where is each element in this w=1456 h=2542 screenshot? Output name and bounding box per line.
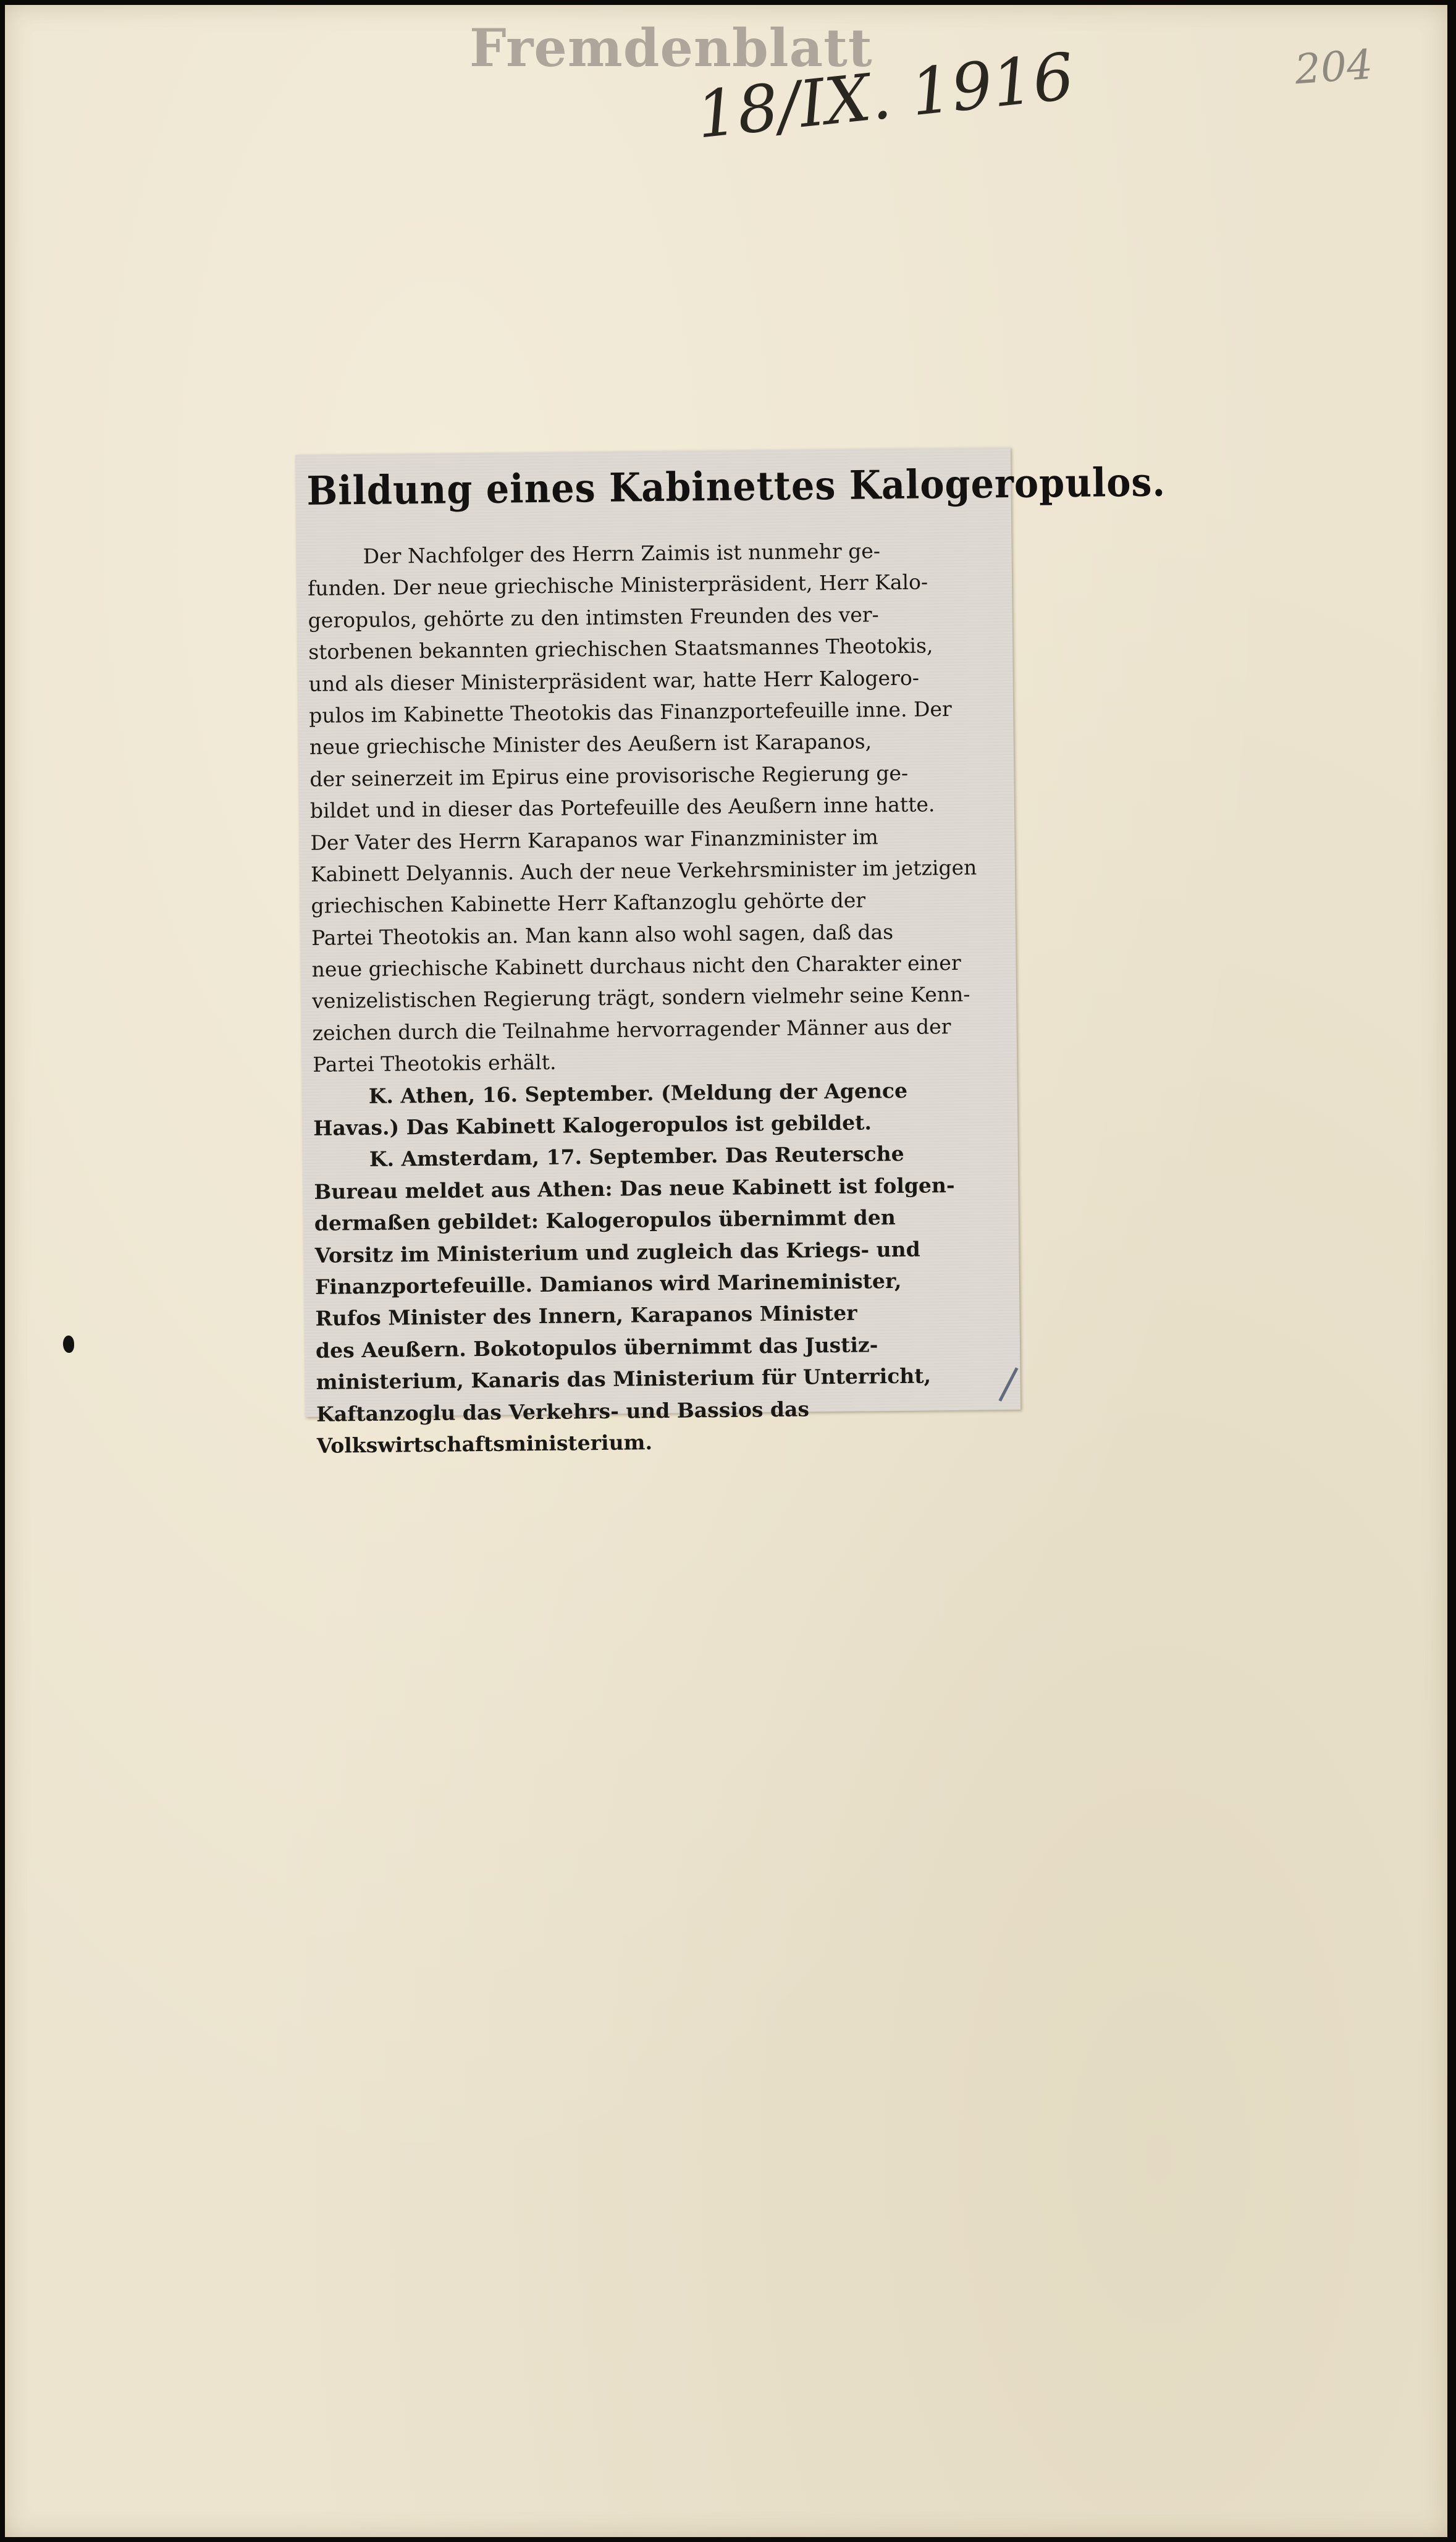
article-line: Partei Theotokis an. Man kann also wohl sagen, daß das [311, 919, 894, 950]
newspaper-clipping [295, 447, 1166, 1458]
article-line: ministerium, Kanaris das Ministerium für Unterricht, [316, 1363, 932, 1394]
article-line: K. Athen, 16. September. (Meldung der Agence [368, 1078, 908, 1108]
article-line: Bureau meldet aus Athen: Das neue Kabinett ist folgen- [314, 1172, 955, 1204]
article-line: und als dieser Ministerpräsident war, hatte Herr Kalogero- [308, 665, 920, 696]
article-line: zeichen durch die Teilnahme hervorragender Männer aus der [312, 1014, 951, 1045]
article-line: Kaftanzoglu das Verkehrs- und Bassios das [316, 1397, 810, 1426]
article-line: pulos im Kabinette Theotokis das Finanzportefeuille inne. Der [309, 696, 952, 728]
article-line: dermaßen gebildet: Kalogeropulos übernimmt den [314, 1205, 896, 1236]
article-line: funden. Der neue griechische Ministerpräsident, Herr Kalo- [307, 570, 928, 601]
article-line: bildet und in dieser das Portefeuille des Aeußern inne hatte. [309, 792, 935, 823]
article-line: Vorsitz im Ministerium und zugleich das Kriegs- und [314, 1237, 920, 1268]
article-line: Partei Theotokis erhält. [313, 1050, 557, 1077]
folio-number: 204 [1293, 40, 1374, 94]
article-line: storbenen bekannten griechischen Staatsmannes Theotokis, [308, 633, 933, 665]
newspaper-stamp: Fremdenblatt [469, 17, 873, 78]
article-line: neue griechische Kabinett durchaus nicht den Charakter einer [311, 950, 961, 982]
article-line: Kabinett Delyannis. Auch der neue Verkehrsminister im jetzigen [310, 855, 977, 886]
article-line: geropulos, gehörte zu den intimsten Freunden des ver- [308, 602, 879, 633]
article-line: neue griechische Minister des Aeußern ist Karapanos, [309, 729, 872, 760]
article-line: K. Amsterdam, 17. September. Das Reutersche [369, 1142, 904, 1172]
article-headline: Bildung eines Kabinettes Kalogeropulos. [306, 459, 1166, 515]
article-line: Rufos Minister des Innern, Karapanos Minister [315, 1301, 857, 1331]
archive-sheet [5, 5, 1447, 2537]
article-line: der seinerzeit im Epirus eine provisorische Regierung ge- [309, 760, 909, 791]
article-line: des Aeußern. Bokotopulos übernimmt das Justiz- [315, 1332, 878, 1363]
handwritten-date: 18/IX. 1916 [692, 38, 1078, 153]
article-line: Der Nachfolger des Herrn Zaimis ist nunmehr ge- [363, 539, 881, 568]
article-line: griechischen Kabinette Herr Kaftanzoglu gehörte der [311, 888, 866, 919]
article-line: Der Vater des Herrn Karapanos war Finanzminister im [310, 824, 878, 855]
article-line: venizelistischen Regierung trägt, sondern vielmehr seine Kenn- [311, 982, 970, 1014]
article-body [307, 534, 1010, 1462]
article-line: Finanzportefeuille. Damianos wird Marineminister, [314, 1268, 902, 1299]
ink-dot [63, 1336, 74, 1353]
article-line: Havas.) Das Kabinett Kalogeropulos ist gebildet. [313, 1110, 872, 1140]
article-line: Volkswirtschaftsministerium. [316, 1430, 653, 1458]
